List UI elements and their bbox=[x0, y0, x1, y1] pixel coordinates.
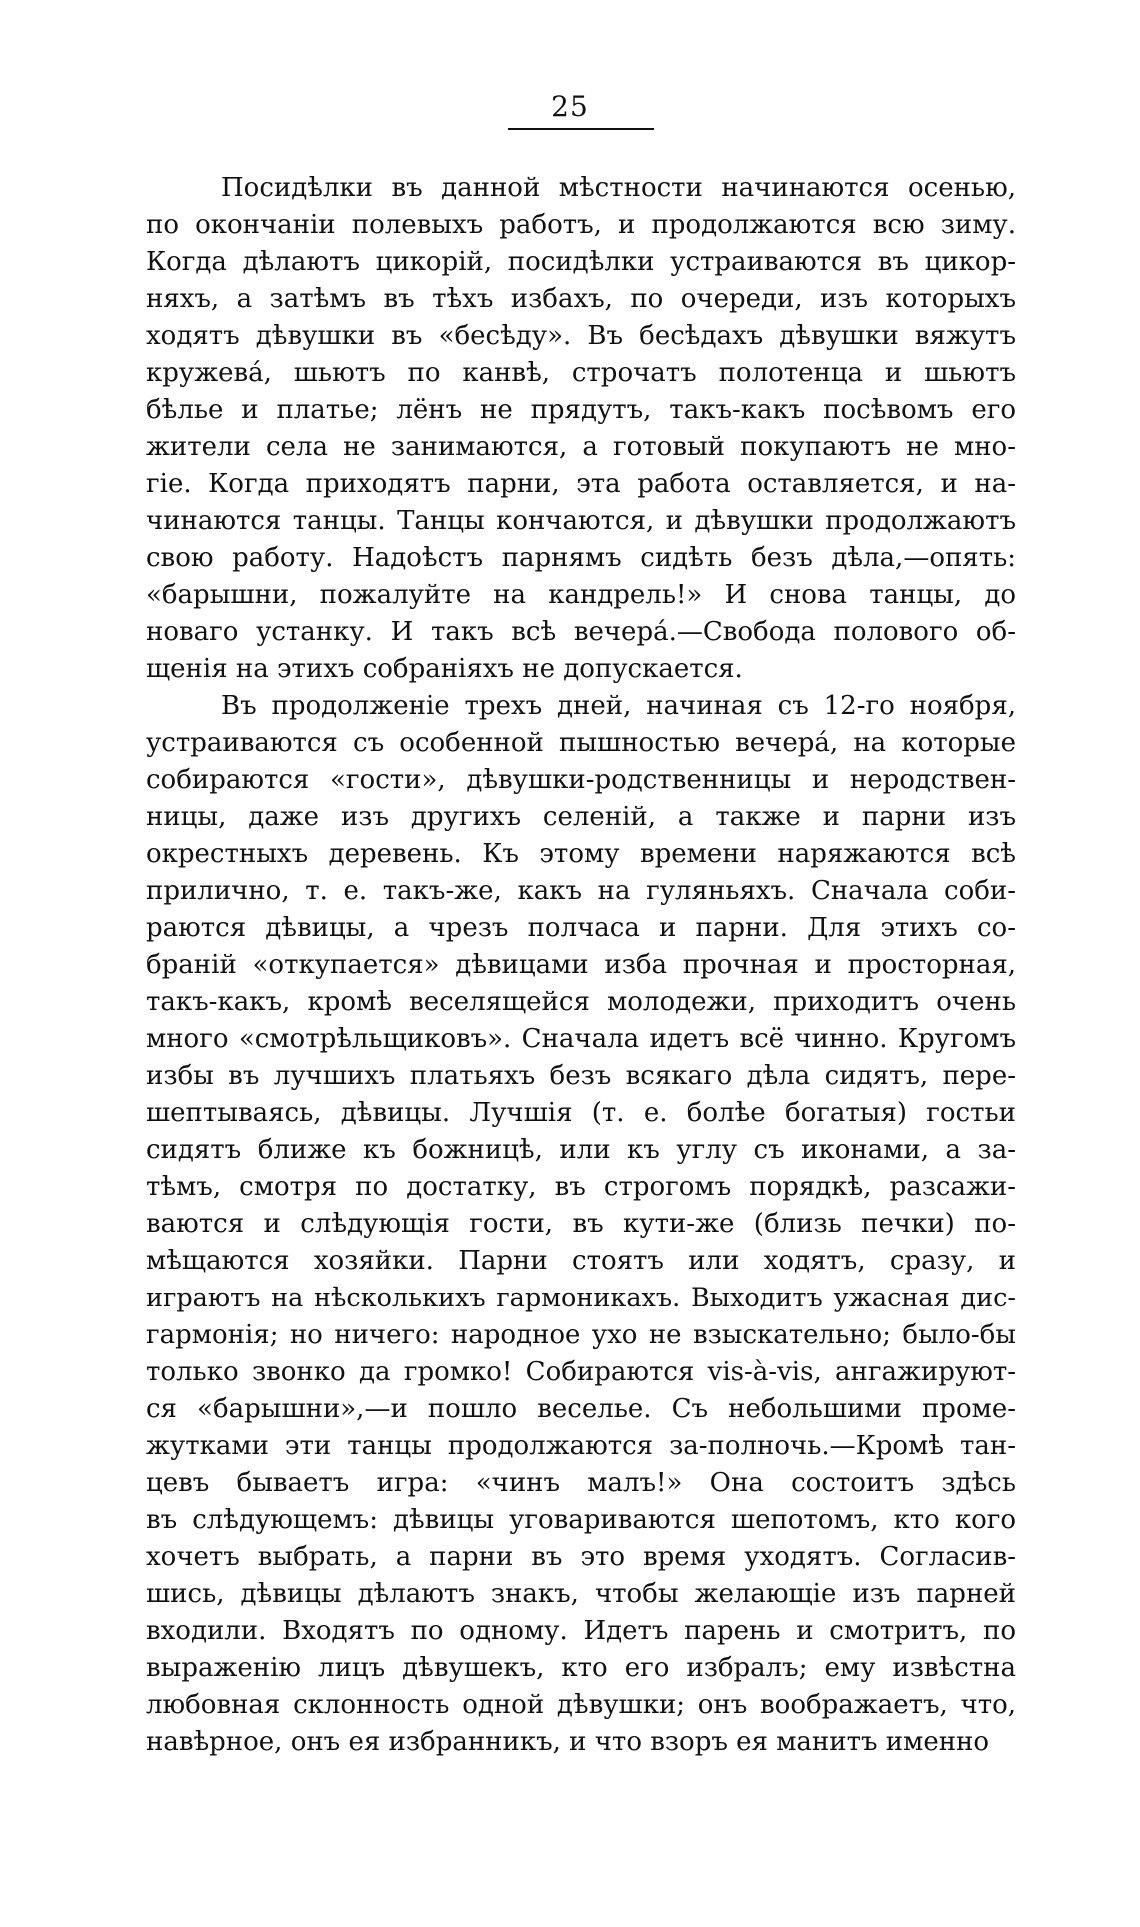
body-text bbox=[146, 170, 1016, 1761]
text-line: по окончаніи полевыхъ работъ, и продолжаются всю зиму. bbox=[146, 210, 1016, 240]
text-line: ходятъ дѣвушки въ «бесѣду». Въ бесѣдахъ дѣвушки вяжутъ bbox=[146, 321, 1016, 351]
text-line: кружевá, шьютъ по канвѣ, строчатъ полотенца и шьютъ bbox=[146, 358, 1016, 388]
text-line: Посидѣлки въ данной мѣстности начинаются осенью, bbox=[221, 173, 1016, 203]
text-line: новаго устанку. И такъ всѣ вечерá.—Свобода полового об- bbox=[146, 617, 1016, 647]
paragraph bbox=[146, 170, 1016, 688]
text-line: устраиваются съ особенной пышностью вечерá, на которые bbox=[146, 728, 1016, 758]
text-line: свою работу. Надоѣстъ парнямъ сидѣть безъ дѣла,—опять: bbox=[146, 543, 1016, 573]
text-line: ся «барышни»,—и пошло веселье. Съ небольшими проме- bbox=[146, 1394, 1016, 1424]
text-line: сидятъ ближе къ божницѣ, или къ углу съ иконами, а за- bbox=[146, 1135, 1016, 1165]
text-line: много «смотрѣльщиковъ». Сначала идетъ всё чинно. Кругомъ bbox=[146, 1024, 1016, 1054]
text-line: щенія на этихъ собраніяхъ не допускается. bbox=[146, 654, 743, 684]
text-line: мѣщаются хозяйки. Парни стоятъ или ходятъ, сразу, и bbox=[146, 1246, 1016, 1276]
text-line: выраженію лицъ дѣвушекъ, кто его избралъ; ему извѣстна bbox=[146, 1653, 1016, 1683]
text-line: ваются и слѣдующія гости, въ кути-же (близь печки) по- bbox=[146, 1209, 1016, 1239]
text-line: окрестныхъ деревень. Къ этому времени наряжаются всѣ bbox=[146, 839, 1016, 869]
text-line: играютъ на нѣсколькихъ гармоникахъ. Выходитъ ужасная дис- bbox=[146, 1283, 1016, 1313]
text-line: цевъ бываетъ игра: «чинъ малъ!» Она состоитъ здѣсь bbox=[146, 1468, 1016, 1498]
text-line: чинаются танцы. Танцы кончаются, и дѣвушки продолжаютъ bbox=[146, 506, 1016, 536]
text-line: собираются «гости», дѣвушки-родственницы и неродствен- bbox=[146, 765, 1016, 795]
text-line: тѣмъ, смотря по достатку, въ строгомъ порядкѣ, разсажи- bbox=[146, 1172, 1016, 1202]
page-number: 25 bbox=[551, 90, 589, 123]
page-number-rule bbox=[508, 128, 654, 130]
text-line: бѣлье и платье; лёнъ не прядутъ, такъ-какъ посѣвомъ его bbox=[146, 395, 1016, 425]
text-line: любовная склонность одной дѣвушки; онъ воображаетъ, что, bbox=[146, 1690, 1016, 1720]
paragraph bbox=[146, 688, 1016, 1761]
text-line: жутками эти танцы продолжаются за-полночь.—Кромѣ тан- bbox=[146, 1431, 1016, 1461]
text-line: раются дѣвицы, а чрезъ полчаса и парни. Для этихъ со- bbox=[146, 913, 1016, 943]
text-line: гармонія; но ничего: народное ухо не взыскательно; было-бы bbox=[146, 1320, 1016, 1350]
text-line: гіе. Когда приходятъ парни, эта работа оставляется, и на- bbox=[146, 469, 1016, 499]
text-line: навѣрное, онъ ея избранникъ, и что взоръ ея манитъ именно bbox=[146, 1727, 990, 1757]
text-line: «барышни, пожалуйте на кандрель!» И снова танцы, до bbox=[146, 580, 1016, 610]
text-line: только звонко да громко! Собираются vis-à-vis, ангажируют- bbox=[146, 1357, 1016, 1387]
text-line: шись, дѣвицы дѣлаютъ знакъ, чтобы желающіе изъ парней bbox=[146, 1579, 1016, 1609]
text-line: шептываясь, дѣвицы. Лучшія (т. е. болѣе богатыя) гостьи bbox=[146, 1098, 1016, 1128]
text-line: прилично, т. е. такъ-же, какъ на гуляньяхъ. Сначала соби- bbox=[146, 876, 1016, 906]
text-line: въ слѣдующемъ: дѣвицы уговариваются шепотомъ, кто кого bbox=[146, 1505, 1016, 1535]
text-line: няхъ, а затѣмъ въ тѣхъ избахъ, по очереди, изъ которыхъ bbox=[146, 284, 1016, 314]
text-line: жители села не занимаются, а готовый покупаютъ не мно- bbox=[146, 432, 1016, 462]
text-line: браній «откупается» дѣвицами изба прочная и просторная, bbox=[146, 950, 1016, 980]
text-line: ницы, даже изъ другихъ селеній, а также и парни изъ bbox=[146, 802, 1016, 832]
text-line: Когда дѣлаютъ цикорій, посидѣлки устраиваются въ цикор- bbox=[146, 247, 1016, 277]
text-line: входили. Входятъ по одному. Идетъ парень и смотритъ, по bbox=[146, 1616, 1016, 1646]
text-line: хочетъ выбрать, а парни въ это время уходятъ. Согласив- bbox=[146, 1542, 1016, 1572]
text-line: такъ-какъ, кромѣ веселящейся молодежи, приходитъ очень bbox=[146, 987, 1016, 1017]
text-line: избы въ лучшихъ платьяхъ безъ всякаго дѣла сидятъ, пере- bbox=[146, 1061, 1016, 1091]
text-line: Въ продолженіе трехъ дней, начиная съ 12-го ноября, bbox=[221, 691, 1016, 721]
